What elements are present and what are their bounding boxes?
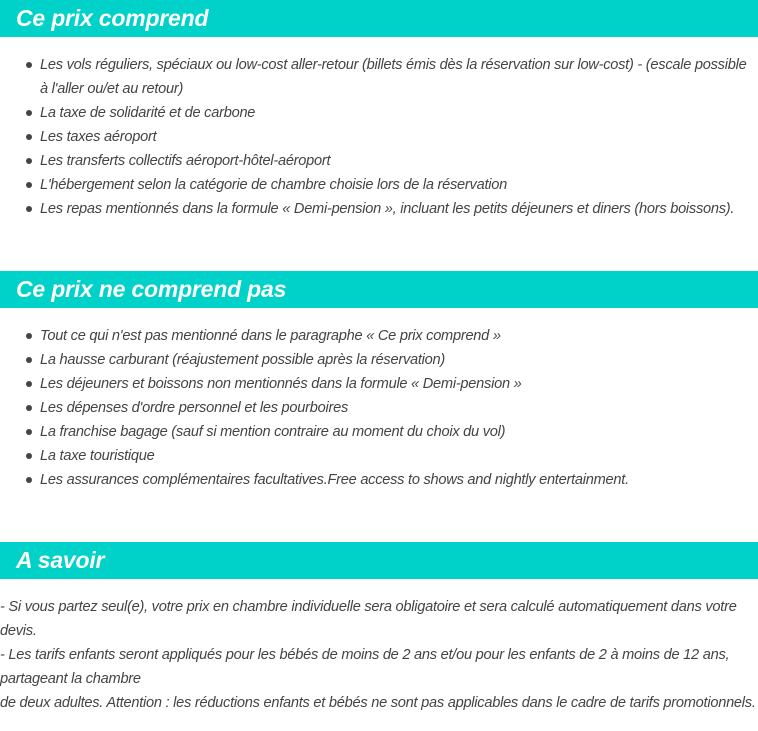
bullet-icon bbox=[26, 110, 32, 116]
info-paragraph: - Les tarifs enfants seront appliqués pour les bébés de moins de 2 ans et/ou pour les enfants de 2 à moins de 12 ans, partageant la chambre bbox=[0, 647, 730, 687]
bullet-icon bbox=[26, 477, 32, 483]
list-item: Les vols réguliers, spéciaux ou low-cost aller-retour (billets émis dès la réservation sur low-cost) - (escale possible à l'aller ou/et au retour) bbox=[0, 53, 758, 101]
bullet-icon bbox=[26, 453, 32, 459]
list-item: La franchise bagage (sauf si mention contraire au moment du choix du vol) bbox=[0, 420, 758, 444]
section-header-good-to-know bbox=[0, 542, 758, 579]
bullet-icon bbox=[26, 182, 32, 188]
section-header-included bbox=[0, 0, 758, 37]
bullet-icon bbox=[26, 381, 32, 387]
bullet-icon bbox=[26, 134, 32, 140]
bullet-icon bbox=[26, 206, 32, 212]
bullet-icon bbox=[26, 158, 32, 164]
list-item: La taxe de solidarité et de carbone bbox=[0, 101, 758, 125]
included-list bbox=[0, 53, 758, 221]
bullet-icon bbox=[26, 429, 32, 435]
good-to-know-body bbox=[0, 595, 758, 715]
info-paragraph: de deux adultes. Attention : les réductions enfants et bébés ne sont pas applicables dans le cadre de tarifs promotionnels. bbox=[0, 695, 756, 711]
bullet-icon bbox=[26, 405, 32, 411]
bullet-icon bbox=[26, 357, 32, 363]
list-item: La taxe touristique bbox=[0, 444, 758, 468]
list-item: Les déjeuners et boissons non mentionnés dans la formule « Demi-pension » bbox=[0, 372, 758, 396]
list-item: Tout ce qui n'est pas mentionné dans le paragraphe « Ce prix comprend » bbox=[0, 324, 758, 348]
list-item: L'hébergement selon la catégorie de chambre choisie lors de la réservation bbox=[0, 173, 758, 197]
section-title-not-included: Ce prix ne comprend pas bbox=[16, 276, 287, 302]
info-paragraph: - Si vous partez seul(e), votre prix en chambre individuelle sera obligatoire et sera calculé automatiquement dans votre devis. bbox=[0, 599, 737, 639]
list-item: Les transferts collectifs aéroport-hôtel-aéroport bbox=[0, 149, 758, 173]
bullet-icon bbox=[26, 62, 32, 68]
list-item: Les repas mentionnés dans la formule « Demi-pension », incluant les petits déjeuners et diners (hors boissons). bbox=[0, 197, 758, 221]
list-item: Les dépenses d'ordre personnel et les pourboires bbox=[0, 396, 758, 420]
section-header-not-included bbox=[0, 271, 758, 308]
not-included-list bbox=[0, 324, 758, 492]
list-item: Les taxes aéroport bbox=[0, 125, 758, 149]
section-title-included: Ce prix comprend bbox=[16, 5, 209, 31]
bullet-icon bbox=[26, 333, 32, 339]
list-item: La hausse carburant (réajustement possible après la réservation) bbox=[0, 348, 758, 372]
list-item: Les assurances complémentaires facultatives.Free access to shows and nightly entertainment. bbox=[0, 468, 758, 492]
section-title-good-to-know: A savoir bbox=[16, 547, 105, 573]
